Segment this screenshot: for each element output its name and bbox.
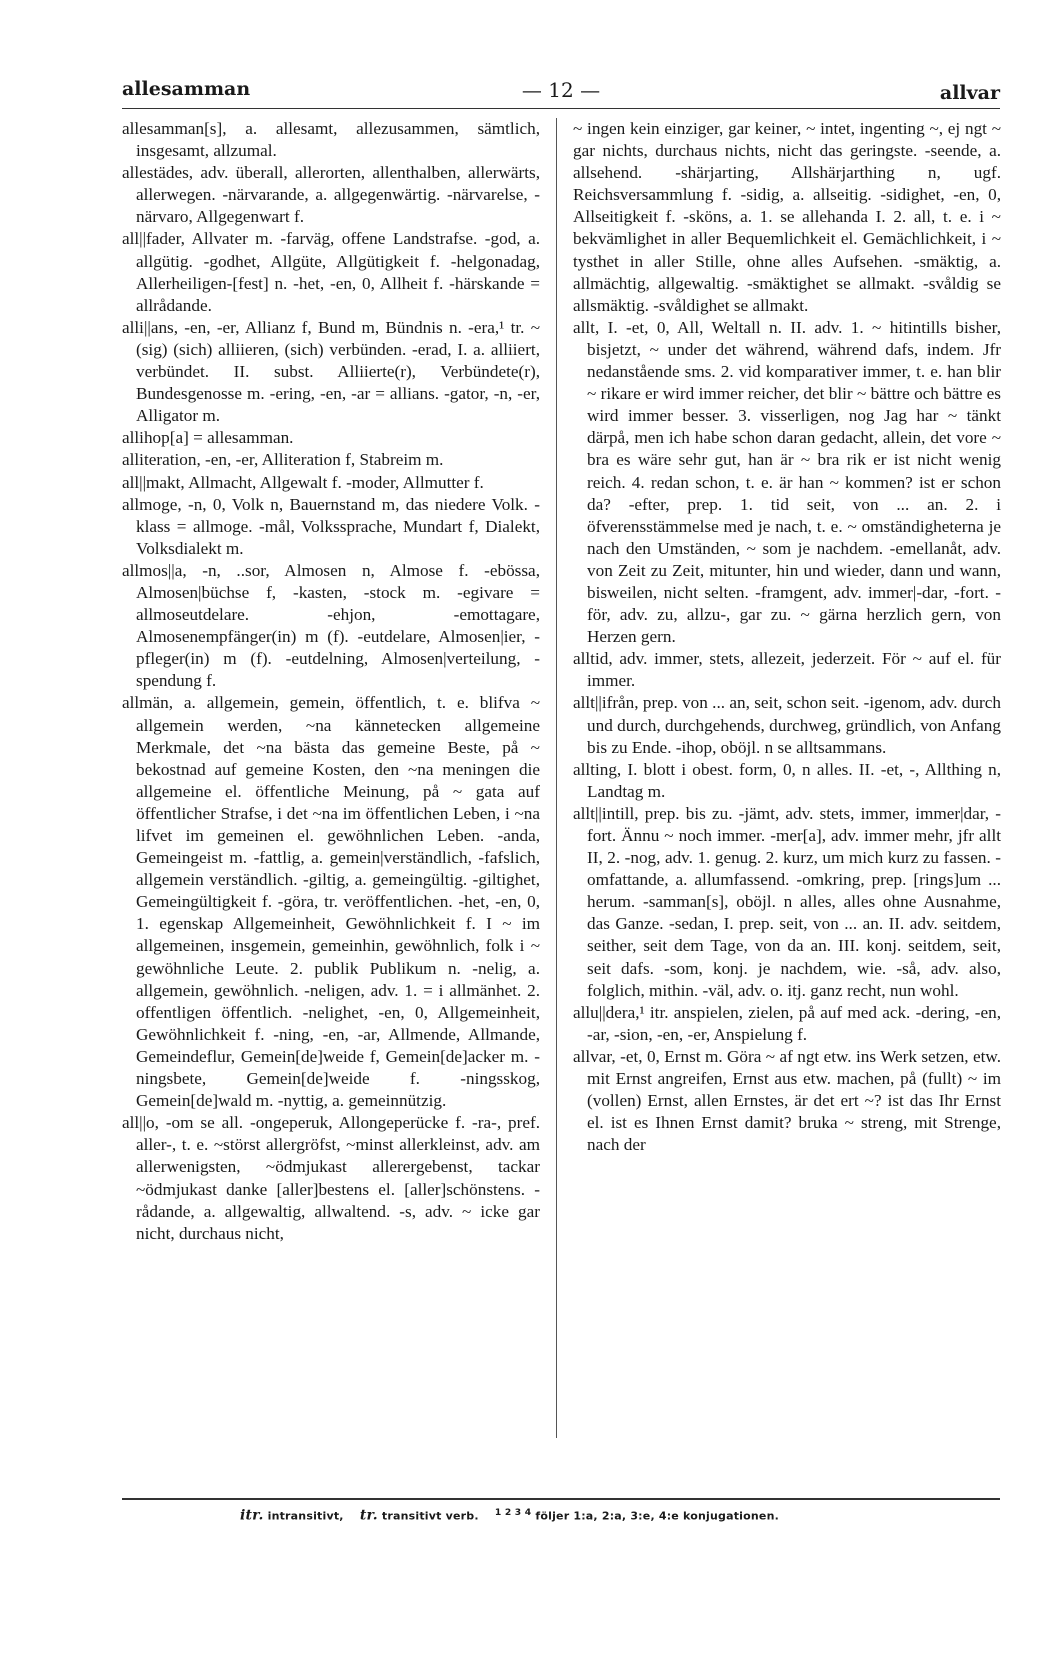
entry-allfader: all||fader, Allvater m. -farväg, offene Landstrafse. -god, a. allgütig. -godhet, Allgüte, Allgütigkeit f. -helgonadag, Allerheiligen-[fest] n. -het, -en, 0, Allheit f. -härskande = allrådande.	[122, 229, 540, 315]
entry-allvar: allvar, -et, 0, Ernst m. Göra ~ af ngt etw. ins Werk setzen, etw. mit Ernst angreifen, Ernst aus etw. machen, på (fullt) ~ im (vollen) Ernst, allen Ernstes, är det ert ~? ist das Ihr Ernst el. ist es Ihnen Ernst damit? bruka ~ streng, mit Strenge, nach der	[573, 1046, 1001, 1155]
right-column	[573, 118, 1001, 1156]
page-number: — 12 —	[521, 78, 601, 102]
footer-tr-text: transitivt verb.	[381, 1509, 479, 1523]
entry-allman: allmän, a. allgemein, gemein, öffentlich, t. e. blifva ~ allgemein werden, ~na kännetecken allgemeine Merkmale, det ~na bästa das gemeine Beste, på ~ bekostnad auf gemeine Kosten, den ~na meningen die allgemeine el. öffentliche Meinung, på ~ gata auf öffentlicher Strafse, i det ~na im öffentlichen Leben, i ~na lifvet im gemeinen el. gewöhnlichen Leben. -anda, Gemeingeist m. -fattlig, a. gemein|verständlich, -fafslich, allgemein verständlich. -giltig, a. gemeingültig. -giltighet, Gemeingültigkeit f. -göra, tr. veröffentlichen. -het, -en, 0, 1. egenskap Allgemeinheit, Gewöhnlichkeit f. I ~ im allgemeinen, insgemein, gemeinhin, gewöhnlich, folk i ~ gewöhnliche Leute. 2. publik Publikum n. -nelig, a. allgemein, gewöhnlich. -neligen, adv. 1. = i allmänhet. 2. offentligen öffentlich. -nelighet, -en, 0, Allgemeinheit, Gewöhnlichkeit f. -ning, -en, -ar, Allmende, Allmande, Gemeindeflur, Gemein[de]weide f, Gemein[de]acker m. -ningsbete, Gemein[de]weide f. -ningsskog, Gemein[de]wald m. -nyttig, a. gemeinnützig.	[122, 693, 540, 1111]
entry-alludera: allu||dera,¹ itr. anspielen, zielen, på auf med ack. -dering, -en, -ar, -sion, -en, -er, Anspielung f.	[573, 1002, 1001, 1044]
page-header	[122, 74, 1000, 104]
header-first-word: allesamman	[122, 78, 251, 100]
footer-superscripts: 1 2 3 4	[494, 1507, 532, 1518]
entry-allt: allt, I. -et, 0, All, Weltall n. II. adv. 1. ~ hitintills bisher, bisjetzt, ~ under det während, während dafs, indem. Jfr nedanstående sms. 2. vid komparativer immer, t. e. han blir ~ rikare er wird immer reicher, det blir ~ bättre och bättre es wird immer besser. 3. visserligen, nog Jag har ~ tänkt därpå, men ich habe schon daran gedacht, allein, det vore ~ bra es wäre sehr gut, han är ~ bra rik er ist nicht wenig reich. 4. redan schon, t. e. är han ~ kommen? ist er schon da? -efter, prep. 1. tid seit, von ... an. 2. i öfverensstämmelse med je nach, t. e. ~ omständigheterna je nach den Umständen, ~ som je nachdem. -emellanåt, adv. von Zeit zu Zeit, mitunter, hin und wieder, dann und wann, bisweilen, nicht selten. -framgent, adv. immer|-dar, -fort. -för, adv. zu, allzu-, gar zu. ~ gärna herzlich gern, von Herzen gern.	[573, 317, 1001, 647]
column-divider	[556, 118, 557, 1438]
left-column	[122, 118, 540, 1245]
entry-alltifran: allt||ifrån, prep. von ... an, seit, schon seit. -igenom, adv. durch und durch, durchgehends, durchweg, gründlich, von Anfang bis zu Ende. -ihop, oböjl. n se alltsammans.	[573, 693, 1001, 757]
entry-allmoge: allmoge, -n, 0, Volk n, Bauernstand m, das niedere Volk. -klass = allmoge. -mål, Volkssprache, Mundart f, Dialekt, Volksdialekt m.	[122, 494, 540, 558]
entry-allting: allting, I. blott i obest. form, 0, n alles. II. -et, -, Allthing n, Landtag m.	[573, 759, 1001, 801]
entry-allihopa: allihop[a] = allesamman.	[122, 428, 294, 448]
entry-alltid: alltid, adv. immer, stets, allezeit, jederzeit. För ~ auf el. für immer.	[573, 649, 1001, 691]
page-footer	[240, 1507, 1000, 1524]
footer-tr-abbr: tr.	[359, 1507, 378, 1524]
header-rule	[122, 108, 1000, 109]
footer-conjugation-text: följer 1:a, 2:a, 3:e, 4:e konjugationen.	[535, 1509, 779, 1523]
entry-alltintill: allt||intill, prep. bis zu. -jämt, adv. stets, immer, immer|dar, -fort. Ännu ~ noch immer. -mer[a], adv. immer mehr, jfr allt II, 2. -nog, adv. 1. genug. 2. kurz, um mich kurz zu fassen. -omfattande, a. allumfassend. -omkring, prep. [rings]um ... herum. -samman[s], oböjl. n alles, alles ohne Ausnahme, das Ganze. -sedan, I. prep. seit, von ... an. II. adv. seitdem, seither, seit dem Tage, von da an. III. konj. seitdem, seit, seit dafs. -som, konj. je nachdem, wie. -så, adv. also, folglich, mithin. -väl, adv. o. itj. ganz recht, nun wohl.	[573, 803, 1001, 1000]
footer-rule	[122, 1498, 1000, 1500]
footer-itr-abbr: itr.	[240, 1507, 264, 1524]
entry-continuation: ~ ingen kein einziger, gar keiner, ~ intet, ingenting ~, ej ngt ~ gar nichts, durchaus nichts, nicht das geringste. -seende, a. allsehend. -shärjarting, Allshärjarthing n, ugf. Reichsversammlung f. -sidig, a. allseitig. -sidighet, -en, 0, Allseitigkeit f. -sköns, a. 1. se allehanda I. 2. all, t. e. i ~ bekvämlighet in aller Bequemlichkeit el. Gemächlichkeit, i ~ tysthet in aller Stille, ohne alles Aufsehen. -smäktig, a. allmächtig, allgewaltig. -smäktighet se allmakt. -svåldig se allsmäktig. -svåldighet se allmakt.	[573, 119, 1001, 315]
header-last-word: allvar	[939, 82, 1000, 104]
entry-allmosa: allmos||a, -n, ..sor, Almosen n, Almose f. -ebössa, Almosen|büchse f, -kasten, -stock m. -egivare = allmoseutdelare. -ehjon, -emottagare, Almosenempfänger(in) m (f). -eutdelare, Almosen|ier, -pfleger(in) m (f). -eutdelning, Almosen|verteilung, -spendung f.	[122, 560, 540, 691]
entry-allmakt: all||makt, Allmacht, Allgewalt f. -moder, Allmutter f.	[122, 472, 484, 492]
entry-allestades: allestädes, adv. überall, allerorten, allenthalben, allerwärts, allerwegen. -närvarande, a. allgegenwärtig. -närvarelse, -närvaro, Allgegenwart f.	[122, 163, 540, 227]
footer-itr-text: intransitivt,	[267, 1509, 344, 1523]
entry-allesamman: allesamman[s], a. allesamt, allezusammen, sämtlich, insgesamt, allzumal.	[122, 119, 540, 161]
entry-allo: all||o, -om se all. -ongeperuk, Allongeperücke f. -ra-, pref. aller-, t. e. ~störst allergröfst, ~minst allerkleinst, adv. am allerwenigsten, ~ödmjukast allerergebenst, tackar ~ödmjukast danke [aller]bestens el. [aller]schönstens. -rådande, a. allgewaltig, allwaltend. -s, adv. ~ icke gar nicht, durchaus nicht,	[122, 1113, 540, 1243]
entry-allians: alli||ans, -en, -er, Allianz f, Bund m, Bündnis n. -era,¹ tr. ~ (sig) (sich) alliieren, (sich) verbünden. -erad, I. a. alliiert, verbündet. II. subst. Alliierte(r), Verbündete(r), Bundesgenosse m. -ering, -en, -ar = allians. -gator, -n, -er, Alligator m.	[122, 317, 540, 426]
entry-alliteration: alliteration, -en, -er, Alliteration f, Stabreim m.	[122, 450, 444, 470]
